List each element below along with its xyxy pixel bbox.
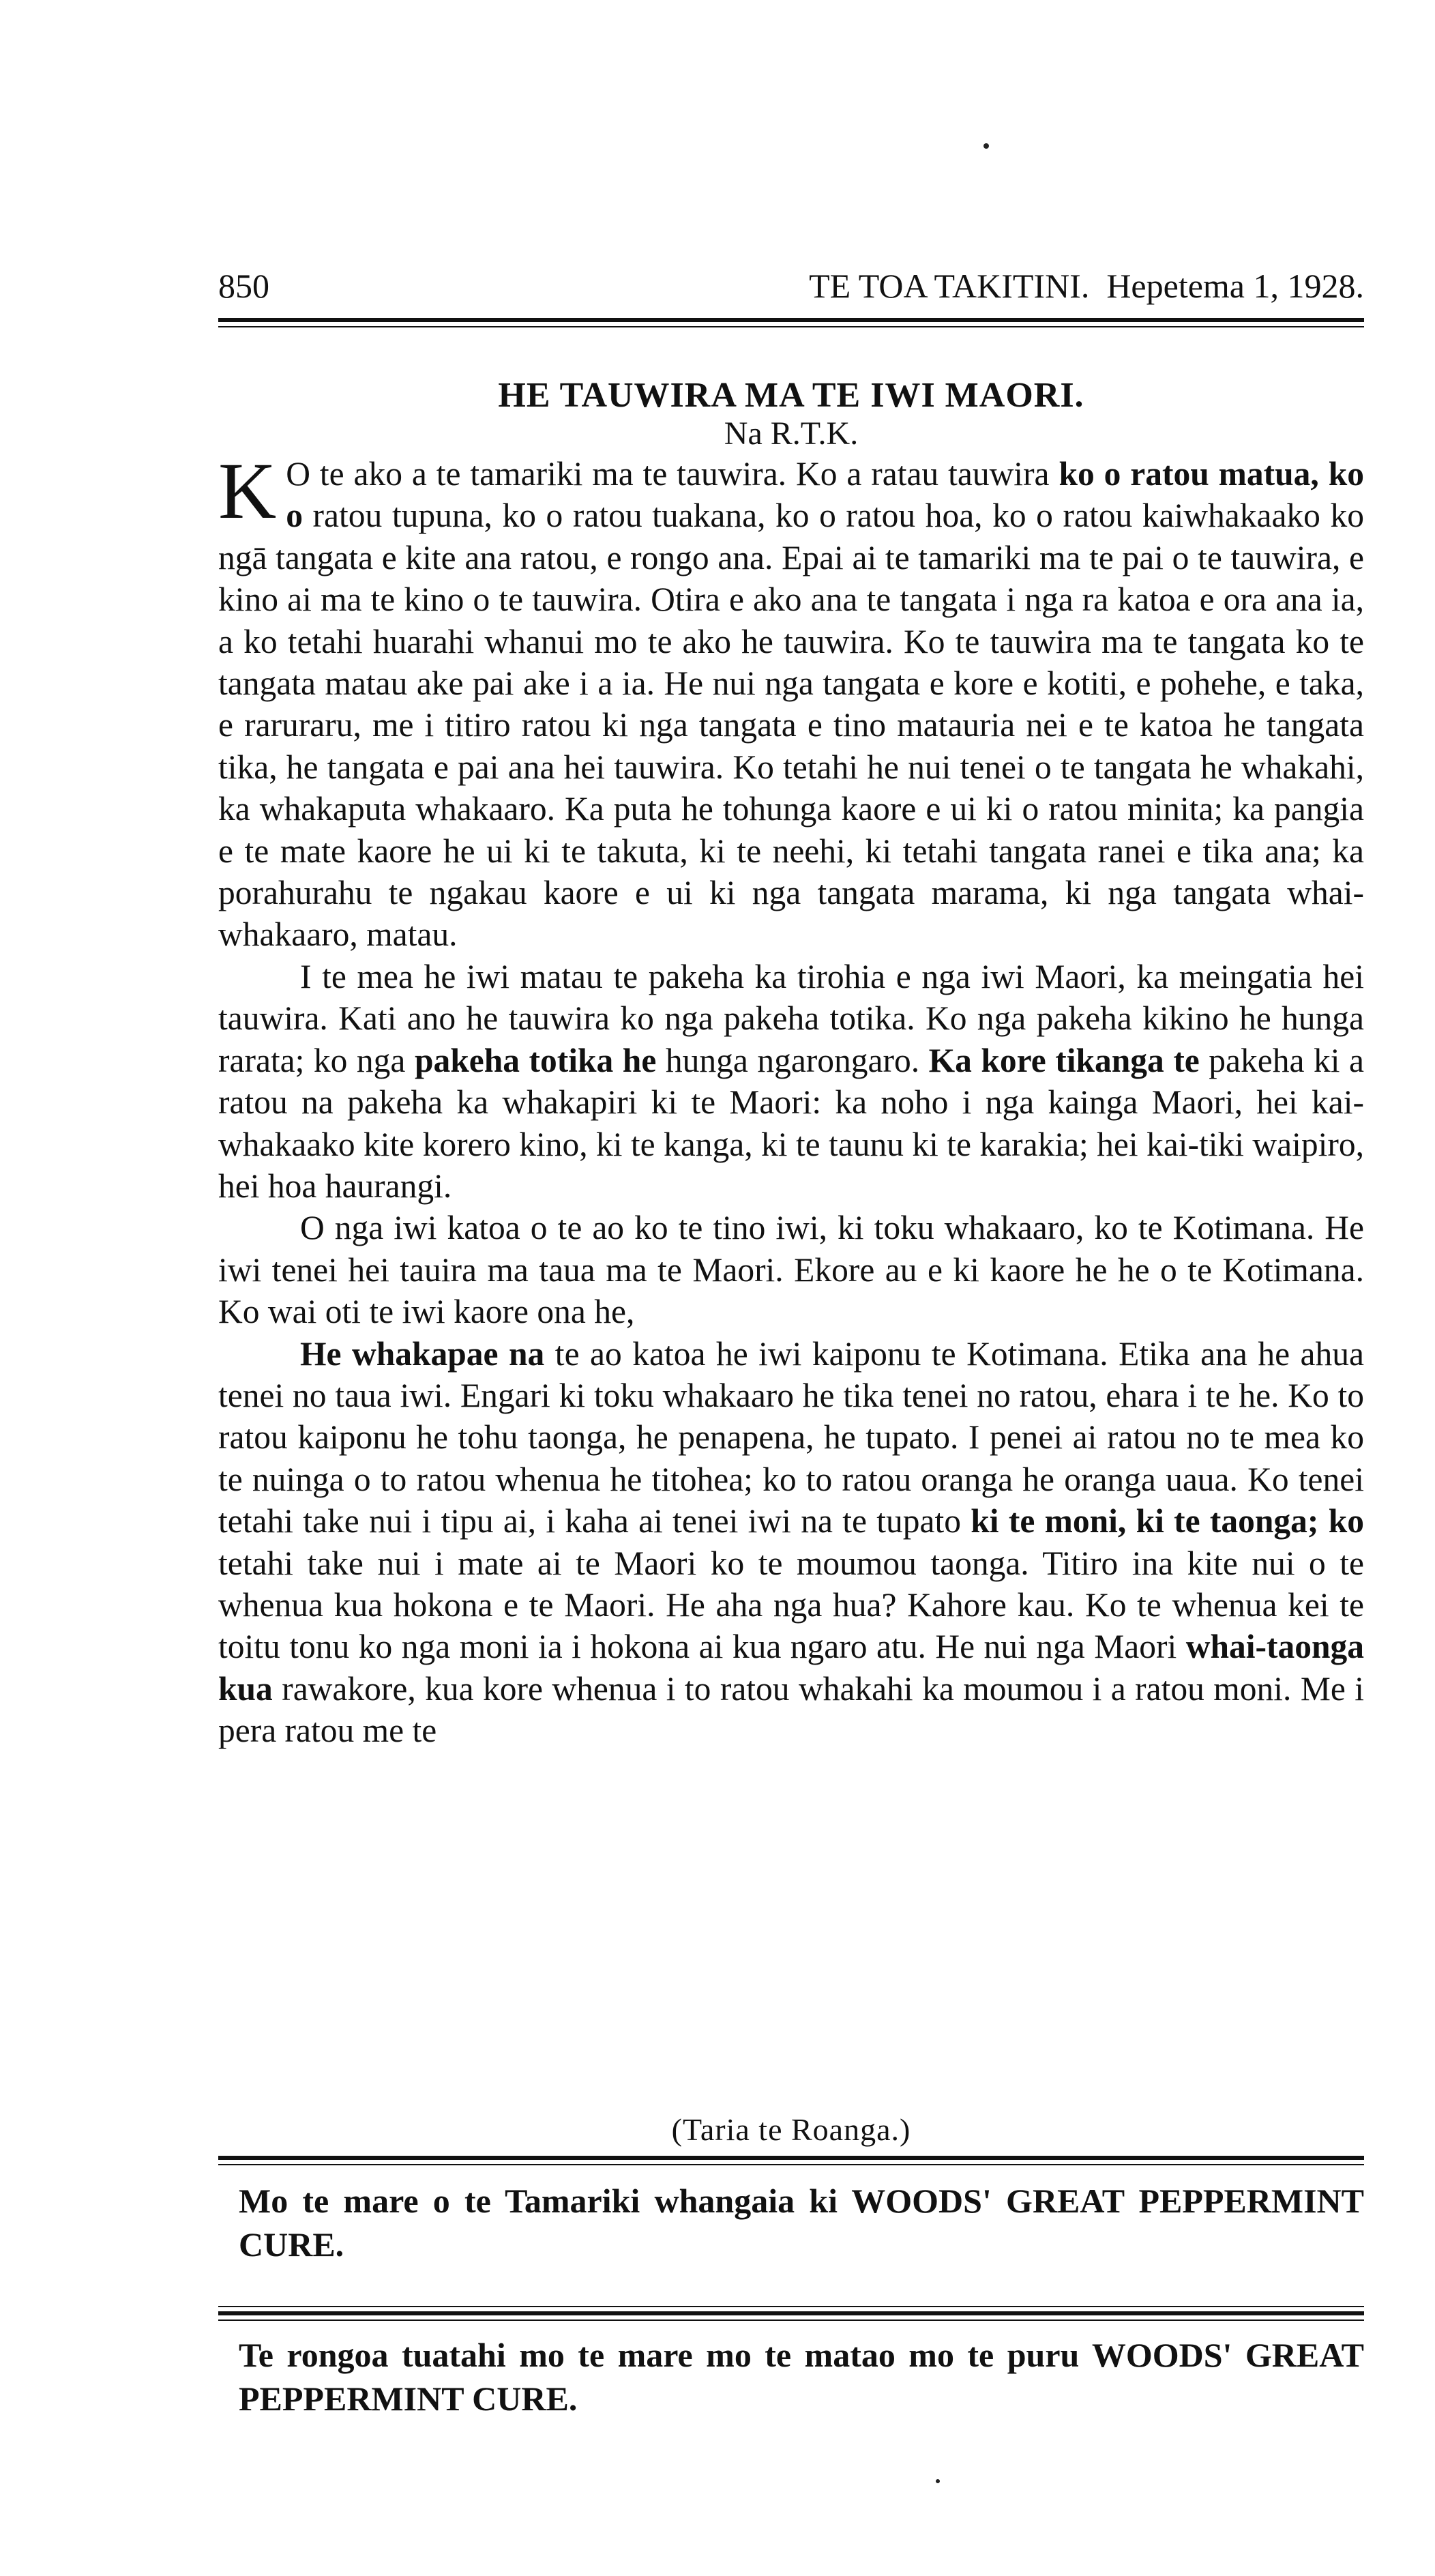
bottom-speck [936,2479,940,2483]
paragraph-3: O nga iwi katoa o te ao ko te tino iwi, ki toku whakaaro, ko te Kotimana. He iwi tenei hei tauira ma taua ma te Maori. Ekore au e ki kaore he he o te Kotimana. Ko wai oti te iwi kaore ona he, [218,1209,1364,1331]
paragraph-4-bold-1: He whakapae na [300,1334,545,1373]
paragraph-4-bold-2: ki te moni, ki te taonga; ko [971,1502,1364,1540]
ad-rule-mid-thin-2 [218,2319,1364,2321]
paragraph-2-text-c: hunga ngarongaro. [656,1041,929,1079]
page-number: 850 [218,267,269,305]
paragraph-2-text-a: I te mea he iwi matau te pakeha ka tirohia e nga iwi Maori, ka meingatia hei tauwira. Kati ano he tauwira ko nga pakeha totika. Ko nga pakeha kikino he hunga rarata; ko nga [218,957,1364,1079]
paragraph-2 [218,956,1364,1207]
advertisement-2: Te rongoa tuatahi mo te mare mo te matao mo te puru WOODS' GREAT PEPPERMINT CURE. [239,2336,1364,2418]
advertisement-1: Mo te mare o te Tamariki whangaia ki WOODS' GREAT PEPPERMINT CURE. [239,2182,1364,2264]
header-rule-thick [218,318,1364,322]
paragraph-4-text-f: rawakore, kua kore whenua i to ratou whakahi ka moumou i a ratou moni. Me i pera ratou me te [218,1669,1364,1750]
ad-rule-mid-thin [218,2306,1364,2307]
paragraph-2-bold-1: pakeha totika he [414,1041,657,1079]
paragraph-1 [218,446,1364,956]
paragraph-4-text-b: te ao katoa he iwi kaiponu te Kotimana. Etika ana he ahua tenei no taua iwi. Engari ki toku whakaaro he tika tenei no ratou, ehara i te he. Ko to ratou kaiponu he tohu taonga, he penapena, he tupato. I penei ai ratou no te mea ko te nuinga o to ratou whenua he titohea; ko to ratou oranga he oranga uaua. Ko tenei tetahi take nui i tipu ai, i kaha ai tenei iwi na te tupato [218,1334,1364,1540]
continued-note: (Taria te Roanga.) [671,2112,911,2147]
publication-title: TE TOA TAKITINI. [809,267,1090,305]
article-byline: Na R.T.K. [724,415,859,452]
drop-cap: K [218,446,277,536]
article-title: HE TAUWIRA MA TE IWI MAORI. [498,376,1084,415]
paragraph-4-bold-3: whai-taonga kua [218,1628,1364,1708]
page-header [218,262,1364,310]
paragraph-1-bold: ko o ratou matua, ko o [286,455,1364,535]
paragraph-4 [218,1333,1364,1752]
paragraph-1-text-a: O te ako a te tamariki ma te tauwira. Ko a ratau tauwira [286,455,1059,493]
paragraph-4-text-d: tetahi take nui i mate ai te Maori ko te moumou taonga. Titiro ina kite nui o te whenua kua hokona e te Maori. He aha nga hua? Kahore kau. Ko te whenua kei te toitu tonu ko nga moni ia i hokona ai kua ngaro atu. He nui nga Maori [218,1544,1364,1666]
issue-date: Hepetema 1, 1928. [1106,267,1364,305]
running-header [809,262,1364,310]
header-rule-thin [218,326,1364,327]
article-body [218,446,1364,1752]
paragraph-2-bold-2: Ka kore tikanga te [928,1041,1200,1079]
paragraph-2-text-e: pakeha ki a ratou na pakeha ka whakapiri ki te Maori: ka noho i nga kainga Maori, hei kai-whakaako kite korero kino, ki te kanga, ki te taunu ki te karakia; hei kai-tiki waipiro, hei hoa haurangi. [218,1041,1364,1205]
paragraph-1-text-c: ratou tupuna, ko o ratou tuakana, ko o ratou hoa, ko o ratou kaiwhakaako ko ngā tangata e kite ana ratou, e rongo ana. Epai ai te tamariki ma te pai o te tauwira, e kino ai ma te kino o te tauwira. Otira e ako ana te tangata i nga ra katoa e ora ana ia, a ko tetahi huarahi whanui mo te ako he tauwira. Ko te tauwira ma te tangata ko te tangata matau ake pai ake i a ia. He nui nga tangata e kore e kotiti, e pohehe, e taka, e raruraru, me i titiro ratou ki nga tangata e tino matauria nei e te katoa he tangata tika, he tangata e pai ana hei tauwira. Ko tetahi he nui tenei o te tangata he whakahi, ka whakaputa whakaaro. Ka puta he tohunga kaore e ui ki o ratou minita; ka pangia e te mate kaore he ui ki te takuta, ki te neehi, ki tetahi tangata ranei e tika ana; ka porahurahu te ngakau kaore e ui ki nga tangata marama, ki nga tangata whai-whakaaro, matau. [218,497,1364,954]
ad-rule-top-thick [218,2156,1364,2160]
top-speck [983,143,989,149]
ad-rule-top-thin [218,2164,1364,2165]
ad-rule-mid-thick [218,2311,1364,2315]
